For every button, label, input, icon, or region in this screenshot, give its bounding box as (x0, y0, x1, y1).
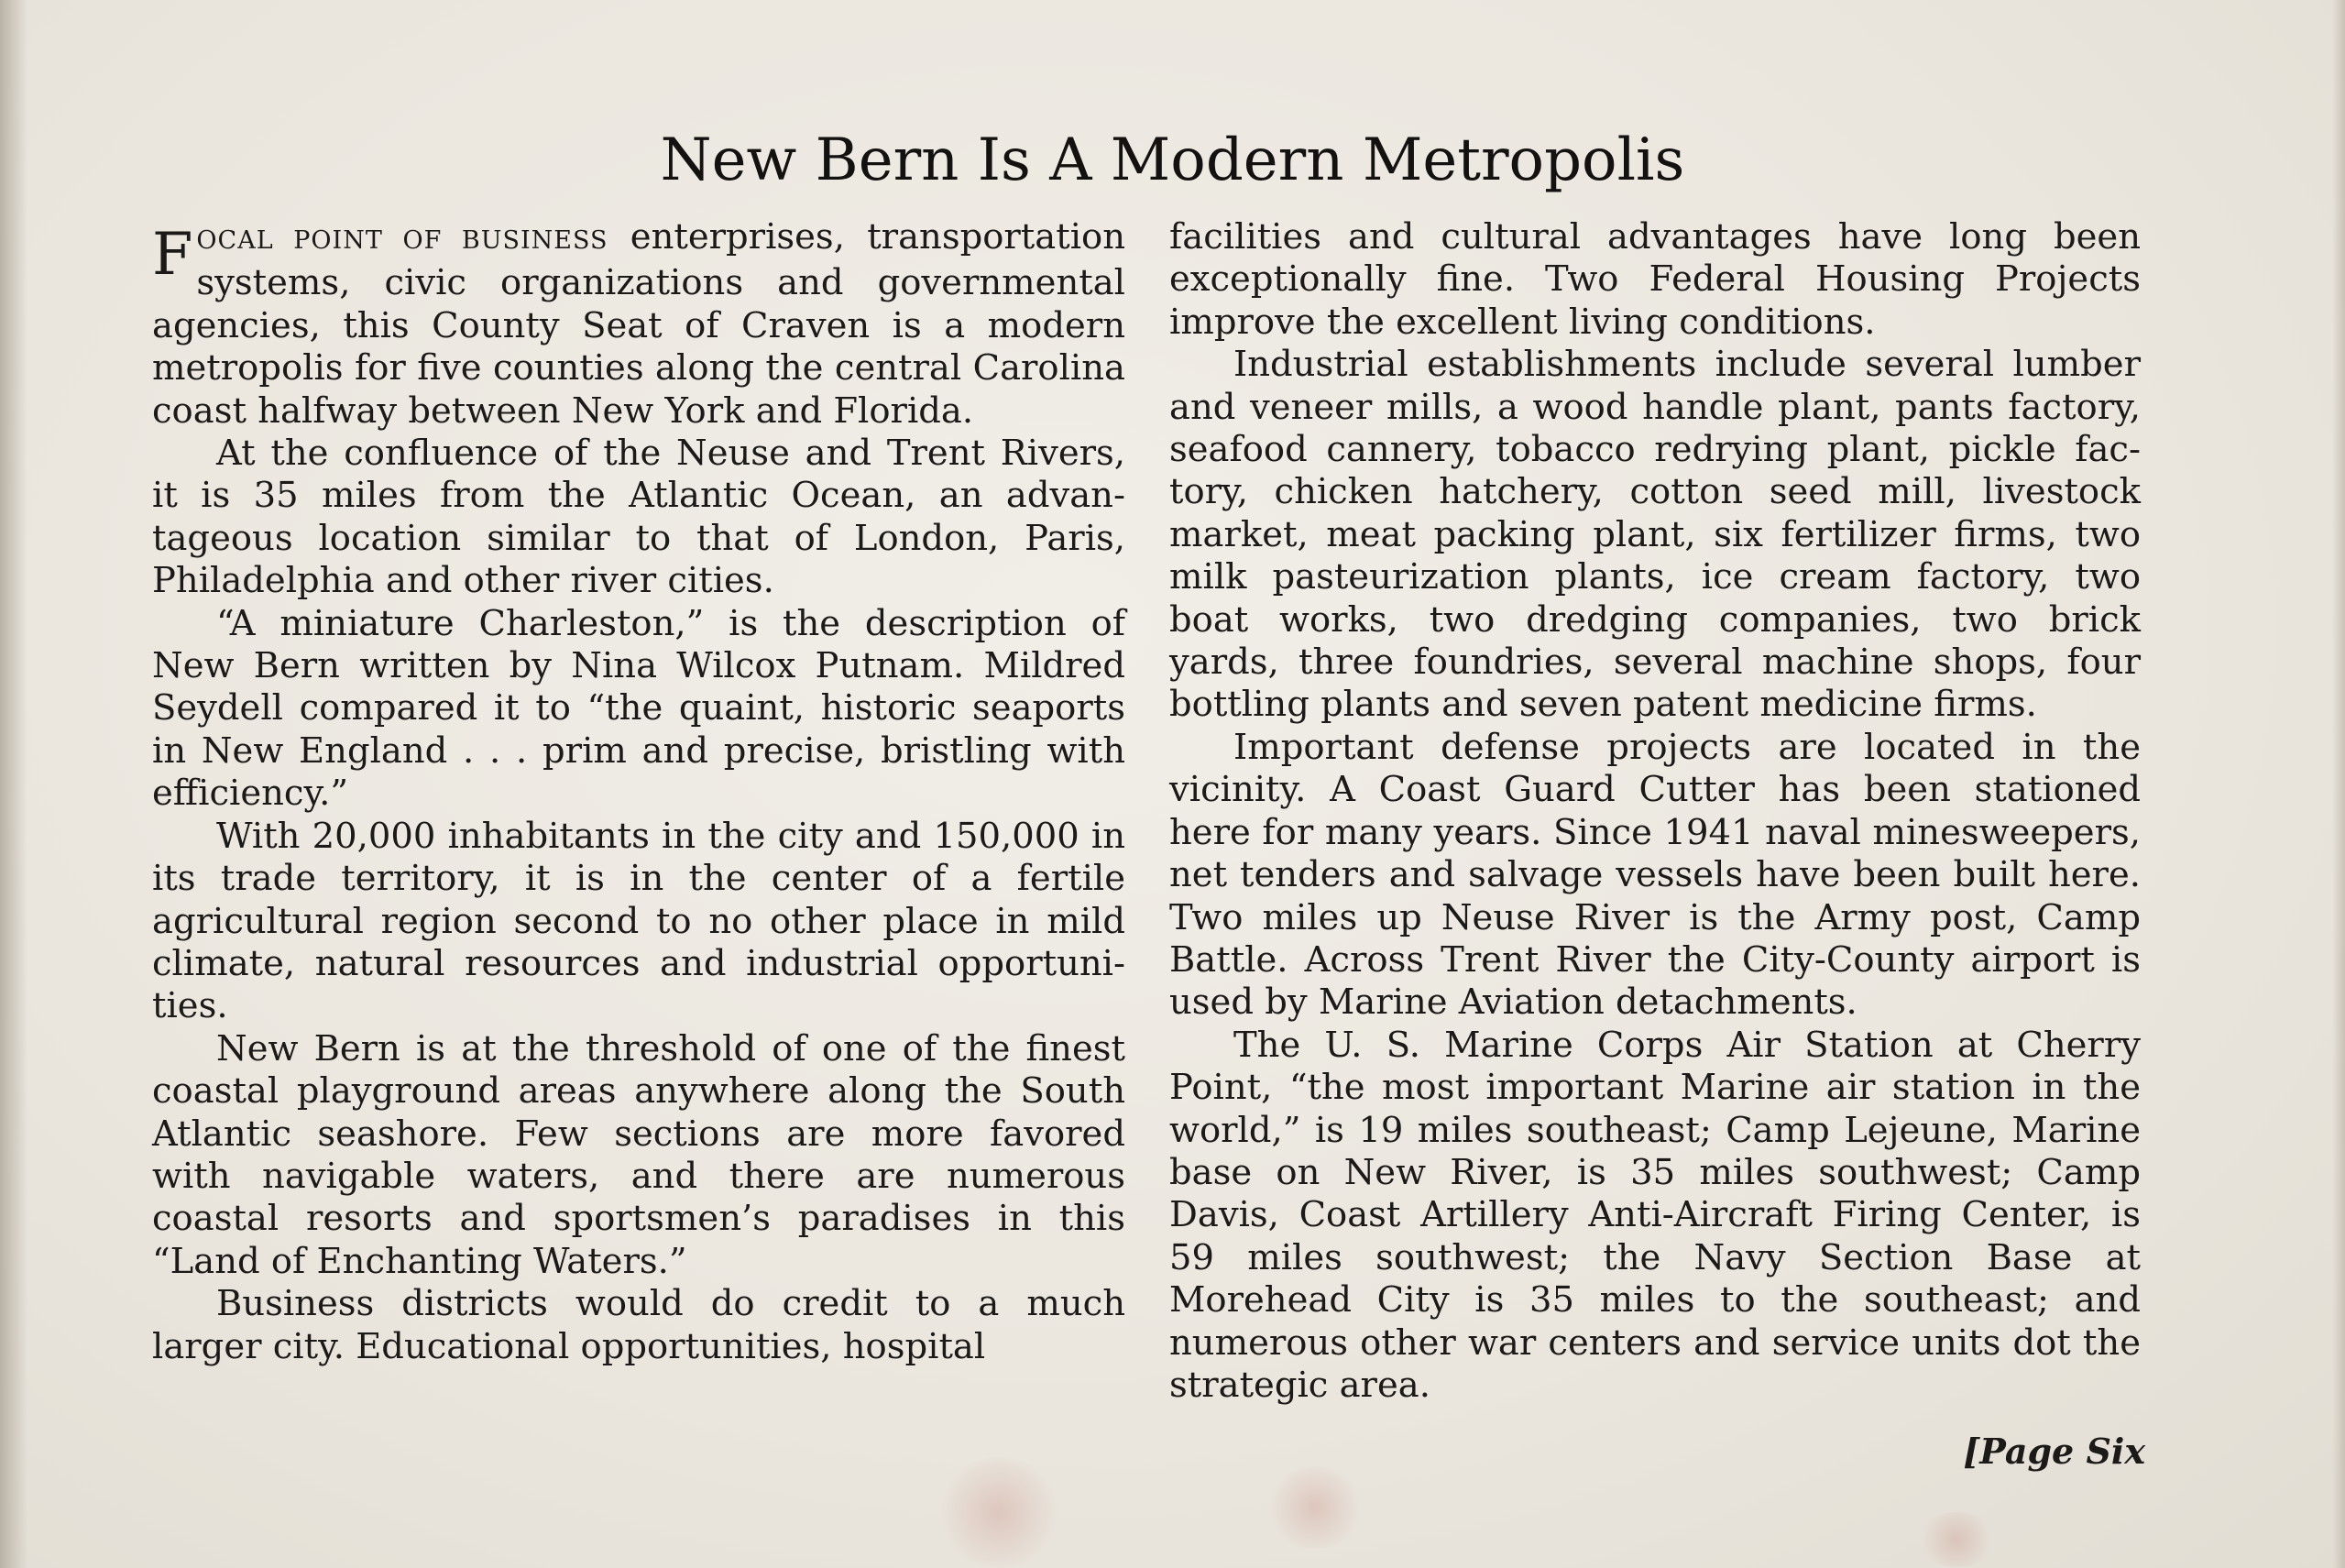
lead-in-small-caps: OCAL POINT OF BUSINESS (196, 226, 608, 255)
paragraph-defense: Important defense projects are located in the vicinity. A Coast Guard Cutter has been stationed here for many years. Since 1941 naval minesweepers, net tenders and salvage vessels have been built here. Two miles up Neuse River is the Army post, Camp Battle. Across Trent River the City-County airport is used by Marine Aviation detachments. (1169, 726, 2141, 1024)
paragraph-marine-corps: The U. S. Marine Corps Air Station at Cherry Point, “the most important Marine air station in the world,” is 19 miles southeast; Camp Lejeune, Marine base on New River, is 35 miles southwest; Camp Davis, Coast Artillery Anti-Aircraft Firing Center, is 59 miles southwest; the Navy Section Base at Morehead City is 35 miles to the southeast; and numerous other war centers and service units dot the strategic area. (1169, 1024, 2141, 1406)
paragraph-confluence: At the confluence of the Neuse and Trent Rivers, it is 35 miles from the Atlantic Ocean, an advantageous location similar to that of London, Paris, Philadelphia and other river cities. (152, 433, 1125, 602)
drop-cap: F (152, 221, 193, 289)
page-number: [Page Six (1963, 1431, 2145, 1472)
paragraph-miniature-charleston: “A miniature Charleston,” is the description of New Bern written by Nina Wilcox Putnam. Mildred Seydell compared it to “the quaint, historic seaports in New England . . . prim and precise, bristling with efficiency.” (152, 602, 1125, 815)
paper-stain (1915, 1512, 1998, 1567)
page-edge-shadow-left (0, 0, 27, 1568)
page-title: New Bern Is A Modern Metropolis (660, 126, 1685, 194)
paragraph-focal-point (152, 216, 1125, 433)
paragraph-industrial: Industrial establishments include several lumber and veneer mills, a wood handle plant, pants factory, seafood cannery, tobacco redrying plant, pickle factory, chicken hatchery, cotton seed mill, livestock market, meat packing plant, six fertilizer firms, two milk pasteurization plants, ice cream factory, two boat works, two dredging companies, two brick yards, three foundries, several machine shops, four bottling plants and seven patent medicine firms. (1169, 344, 2141, 726)
page-edge-shadow-right (2332, 0, 2345, 1568)
paragraph-inhabitants: With 20,000 inhabitants in the city and 150,000 in its trade territory, it is in the center of a fertile agricultural region second to no other place in mild climate, natural resources and industrial opportunities. (152, 815, 1125, 1027)
paragraph-business-districts: Business districts would do credit to a much larger city. Educational opportunities, hospital (152, 1283, 1125, 1367)
paragraph-coastal-playground: New Bern is at the threshold of one of the finest coastal playground areas anywhere along the South Atlantic seashore. Few sections are more favored with navigable waters, and there are numerous coastal resorts and sportsmen’s paradises in this “Land of Enchanting Waters.” (152, 1027, 1125, 1282)
paragraph-continued: facilities and cultural advantages have long been exceptionally fine. Two Federal Housing Projects improve the excellent living conditions. (1169, 216, 2141, 343)
right-column (1169, 216, 2141, 1407)
left-column (152, 216, 1125, 1368)
paper-stain (935, 1457, 1063, 1567)
paragraph-text: enterprises, transportation systems, civic organizations and governmental agencies, this County Seat of Craven is a modern metropolis for five counties along the central Carolina coast halfway between New York and Florida. (152, 216, 1125, 432)
paper-stain (1265, 1466, 1365, 1549)
